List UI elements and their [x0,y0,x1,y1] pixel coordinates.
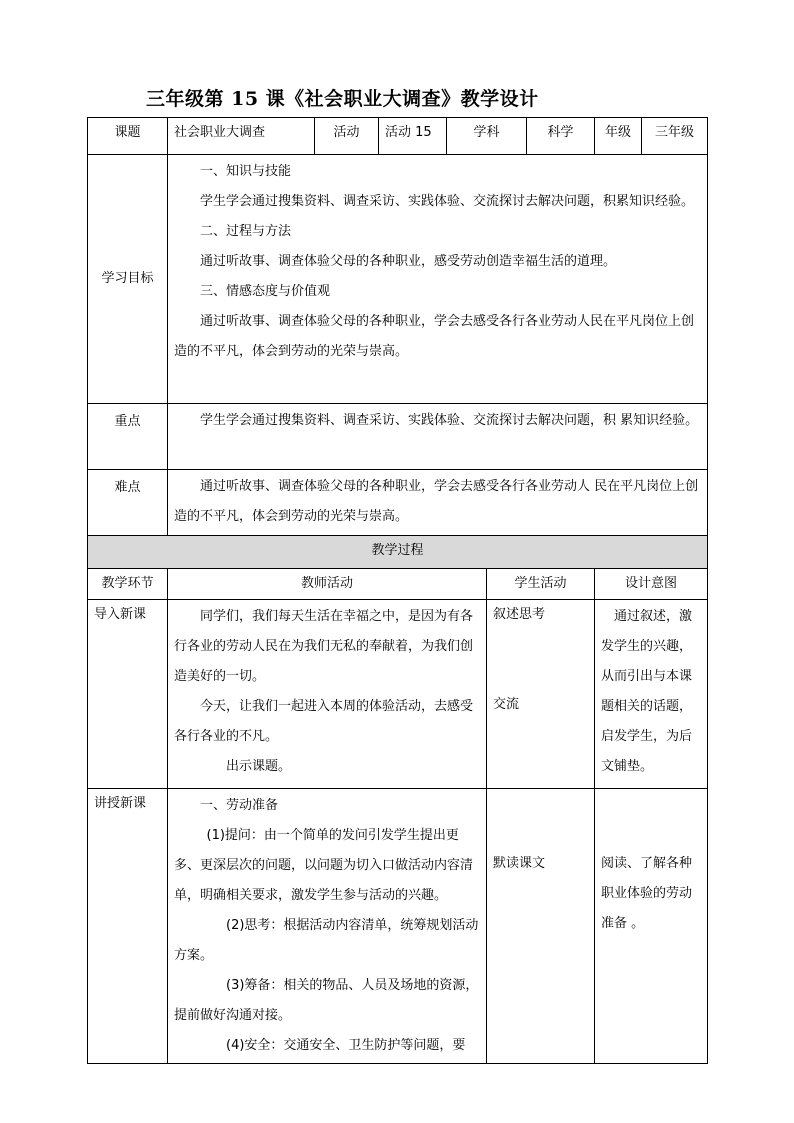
teacher-text: 同学们，我们每天生活在幸福之中，是因为有各行各业的劳动人民在为我们无私的奉献着，为我们创造美好的一切。 [174,609,474,684]
key-point-content [168,404,708,470]
student-text: 叙述思考 [493,607,546,622]
process-title: 教学过程 [88,536,708,569]
student-cell [487,789,595,1064]
teacher-text: (4)安全：交通安全、卫生防护等问题，要 [226,1038,466,1053]
xueke-value: 科学 [527,118,595,155]
goals-label: 学习目标 [88,155,168,404]
col-intent: 设计意图 [595,569,708,600]
header-row [88,118,708,155]
teacher-text: (3)筹备：相关的物品、人员及场地的资源，提前做好沟通对接。 [174,978,479,1023]
student-text: 默读课文 [493,856,546,871]
teacher-cell [168,789,487,1064]
difficulty-text: 通过听故事、调查体验父母的各种职业，学会去感受各行各业劳动人 民在平凡岗位上创造的不平凡，体会到劳动的光荣与崇高。 [174,479,699,524]
goal-heading: 二、过程与方法 [200,224,292,239]
teacher-text: (2)思考：根据活动内容清单，统筹规划活动方案。 [174,918,479,963]
student-cell [487,600,595,789]
col-student: 学生活动 [487,569,595,600]
key-point-label: 重点 [88,404,168,470]
goals-row [88,155,708,404]
goal-text: 学生学会通过搜集资料、调查采访、实践体验、交流探讨去解决问题，积累知识经验。 [200,194,695,209]
process-header-row [88,569,708,600]
intent-text: 阅读、了解各种职业体验的劳动准备 。 [601,856,693,931]
stage-cell: 导入新课 [88,600,168,789]
difficulty-content [168,470,708,536]
keti-value: 社会职业大调查 [168,118,315,155]
nianji-value: 三年级 [642,118,708,155]
intent-cell [595,789,708,1064]
col-stage: 教学环节 [88,569,168,600]
xueke-label: 学科 [447,118,527,155]
goal-heading: 一、知识与技能 [200,164,292,179]
teacher-cell [168,600,487,789]
student-text: 交流 [493,697,520,712]
keti-label: 课题 [88,118,168,155]
huodong-value: 活动 15 [379,118,447,155]
intent-text: 通过叙述，激发学生的兴趣，从而引出与本课题相关的话题，启发学生，为后文铺垫。 [601,609,693,774]
teacher-text: 一、劳动准备 [200,798,279,813]
goal-text: 通过听故事、调查体验父母的各种职业，感受劳动创造幸福生活的道理。 [200,254,617,269]
process-title-row [88,536,708,569]
key-point-row [88,404,708,470]
stage-cell: 讲授新课 [88,789,168,1064]
huodong-label: 活动 [315,118,379,155]
table-row [88,600,708,789]
col-teacher: 教师活动 [168,569,487,600]
difficulty-row [88,470,708,536]
key-point-text: 学生学会通过搜集资料、调查采访、实践体验、交流探讨去解决问题，积 累知识经验。 [200,413,699,428]
teacher-text: 出示课题。 [226,759,292,774]
table-row [88,789,708,1064]
lesson-plan-table [87,117,708,1064]
goal-text: 通过听故事、调查体验父母的各种职业，学会去感受各行各业劳动人民在平凡岗位上创造的不平凡，体会到劳动的光荣与崇高。 [174,314,695,359]
teacher-text: (1)提问：由一个简单的发问引发学生提出更多、更深层次的问题，以问题为切入口做活动内容清单，明确相关要求，激发学生参与活动的兴趣。 [174,828,474,903]
intent-cell [595,600,708,789]
nianji-label: 年级 [595,118,642,155]
teacher-text: 今天，让我们一起进入本周的体验活动，去感受各行各业的不凡。 [174,699,474,744]
goal-heading: 三、情感态度与价值观 [200,284,331,299]
goals-content [168,155,708,404]
difficulty-label: 难点 [88,470,168,536]
page-title: 三年级第 15 课《社会职业大调查》教学设计 [146,88,539,110]
